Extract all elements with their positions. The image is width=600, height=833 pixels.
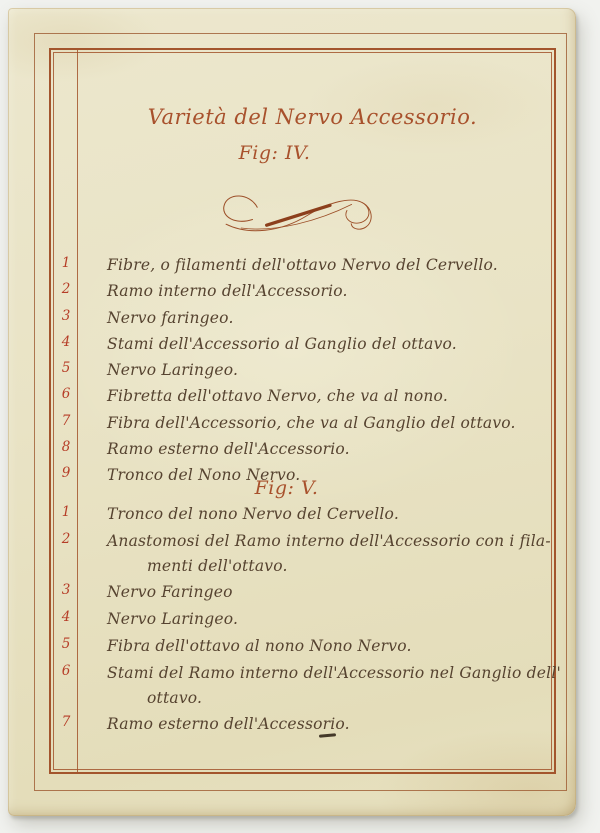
flourish-divider-icon	[49, 186, 556, 240]
item-number: 7	[61, 412, 71, 429]
item-number: 1	[61, 504, 71, 520]
item-number: 4	[61, 609, 71, 625]
item-number: 5	[61, 636, 71, 652]
list-item	[49, 252, 556, 278]
list-item	[49, 331, 556, 357]
item-text: Ramo interno dell'Accessorio.	[107, 282, 348, 301]
list-item	[49, 579, 556, 606]
list-item	[49, 528, 556, 579]
item-number: 3	[61, 307, 71, 324]
item-text: Nervo faringeo.	[107, 308, 234, 327]
list-item	[49, 606, 556, 633]
page-content	[49, 48, 561, 774]
item-number: 7	[61, 714, 71, 730]
fig5-heading: Fig: V.	[254, 477, 319, 499]
item-number: 3	[61, 582, 71, 598]
fig5-item-list	[49, 501, 561, 738]
list-item	[49, 660, 561, 711]
list-item	[49, 501, 556, 528]
fig4-item-list	[49, 252, 556, 489]
item-text: Nervo Laringeo.	[107, 610, 239, 628]
item-number: 9	[61, 465, 71, 482]
item-text: Fibre, o filamenti dell'ottavo Nervo del Cervello.	[107, 256, 498, 274]
item-text: Ramo esterno dell'Accessorio.	[107, 715, 350, 733]
list-item	[49, 711, 556, 738]
item-text: Fibretta dell'ottavo Nervo, che va al nono.	[107, 387, 448, 406]
item-text: Nervo Laringeo.	[107, 361, 239, 380]
item-text-continuation: menti dell'ottavo.	[147, 557, 288, 575]
item-number: 2	[61, 281, 71, 298]
item-text: Stami dell'Accessorio al Ganglio del ottavo.	[107, 334, 457, 353]
item-number: 6	[61, 386, 71, 403]
item-number: 1	[61, 255, 71, 271]
list-item	[49, 383, 556, 409]
item-text: Tronco del nono Nervo del Cervello.	[107, 505, 399, 523]
item-text: Tronco del Nono Nervo.	[107, 466, 301, 485]
manuscript-page	[8, 8, 576, 816]
item-text: Stami del Ramo interno dell'Accessorio nel Ganglio dell'	[107, 664, 561, 682]
list-item	[49, 357, 556, 383]
item-text: Ramo esterno dell'Accessorio.	[107, 440, 350, 459]
item-number: 5	[61, 360, 71, 377]
list-item	[49, 278, 556, 304]
item-number: 2	[61, 531, 71, 547]
item-text: Anastomosi del Ramo interno dell'Accessorio con i fila-	[107, 532, 551, 550]
item-text: Fibra dell'ottavo al nono Nono Nervo.	[107, 637, 412, 655]
item-number: 8	[61, 439, 71, 456]
item-text: Nervo Faringeo	[107, 583, 233, 601]
list-item	[49, 436, 556, 462]
list-item	[49, 633, 556, 660]
item-text-continuation: ottavo.	[147, 689, 203, 707]
fig4-heading: Fig: IV.	[238, 142, 311, 164]
item-number: 4	[61, 333, 71, 350]
list-item	[49, 305, 556, 331]
item-number: 6	[61, 663, 71, 679]
list-item	[49, 410, 556, 436]
page-title: Varietà del Nervo Accessorio.	[147, 105, 478, 129]
item-text: Fibra dell'Accessorio, che va al Ganglio del ottavo.	[107, 413, 516, 432]
